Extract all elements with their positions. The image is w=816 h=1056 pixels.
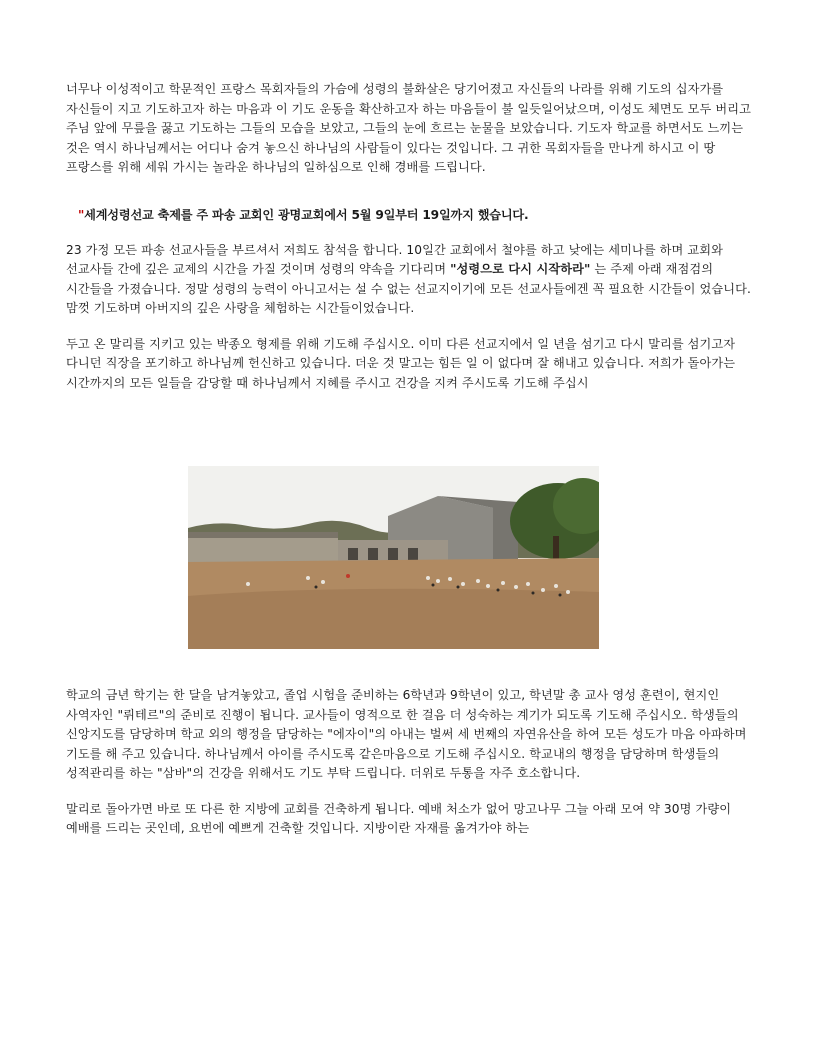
paragraph-church-building: 말리로 돌아가면 바로 또 다른 한 지방에 교회를 건축하게 됩니다. 예배 처소가 없어 망고나무 그늘 아래 모여 약 30명 가량이 예배를 드리는 곳인데, 요번에 예쁘게 건축할 것입니다. 지방이란 자재를 옮겨가야 하는 <box>66 801 732 835</box>
paragraph-missionaries <box>66 241 754 319</box>
paragraph-revival: 너무나 이성적이고 학문적인 프랑스 목회자들의 가슴에 성령의 불화살은 당기어졌고 자신들의 나라를 위해 기도의 십자가를 자신들이 지고 기도하고자 하는 마음과 이 기도 운동을 확산하고자 하는 마음들이 불 일듯일어났으며, 이성도 체면도 모두 버리고 주님 앞에 무릎을 꿇고 기도하는 그들의 모습을 보았고, 그들의 눈에 흐르는 눈물을 보았습니다. 기도자 학교를 하면서도 느끼는 것은 역시 하나님께서는 어디나 숨겨 놓으신 하나님의 사람들이 있다는 것입니다. 그 귀한 목회자들을 만나게 하시고 이 땅 프랑스를 위해 세워 가시는 놀라운 하나님의 일하심으로 인해 경배를 드립니다. <box>66 82 751 174</box>
paragraph-school: 학교의 금년 학기는 한 달을 남겨놓았고, 졸업 시험을 준비하는 6학년과 9학년이 있고, 학년말 총 교사 영성 훈련이, 현지인 사역자인 "뤼테르"의 준비로 진행이 됩니다. 교사들이 영적으로 한 걸음 더 성숙하는 계기가 되도록 기도해 주십시오. 학생들의 신앙지도를 담당하며 학교 외의 행정을 담당하는 "에자이"의 아내는 벌써 세 번째의 자연유산을 하여 모든 성도가 마음 아파하며 기도를 해 주고 있습니다. 하나님께서 아이를 주시도록 같은마음으로 기도해 주십시오. 학교내의 행정을 담당하며 학생들의 성적관리를 하는 "삼바"의 건강을 위해서도 기도 부탁 드립니다. 더위로 두통을 자주 호소합니다. <box>66 688 747 780</box>
school-yard-photo <box>188 466 599 649</box>
theme-emphasis: "성령으로 다시 시작하라" <box>450 262 591 276</box>
headline-text: 세계성령선교 축제를 주 파송 교회인 광명교회에서 5월 9일부터 19일까지 했습니다. <box>84 207 529 222</box>
headline-quote-mark: " <box>78 207 85 222</box>
paragraph-missionaries-a: 23 가정 모든 파송 선교사들을 부르셔서 저희도 참석을 합니다. 10일간 교회에서 철야를 하고 낮에는 세미나를 하며 교회와 선교사들 간에 깊은 교제의 시간을 가질 것이며 성령의 약속을 기다리며 <box>66 242 724 276</box>
paragraph-brother: 두고 온 말리를 지키고 있는 박종오 형제를 위해 기도해 주십시오. 이미 다른 선교지에서 일 년을 섬기고 다시 말리를 섬기고자 다니던 직장을 포기하고 하나님께 헌신하고 있습니다. 더운 것 말고는 힘든 일 이 없다며 잘 해내고 있습니다. 저희가 돌아가는 시간까지의 모든 일들을 감당할 때 하나님께서 지혜를 주시고 건강을 지켜 주시도록 기도해 주십시 <box>66 336 736 390</box>
letter-lower <box>66 686 754 855</box>
letter-upper <box>66 80 754 409</box>
headline-festival <box>66 206 754 223</box>
paragraph-missionaries-b: 는 주제 아래 재점검의 시간들을 가졌습니다. 정말 성령의 능력이 아니고서는 설 수 없는 선교지이기에 모든 선교사들에겐 꼭 필요한 시간들이 었습니다. 맘껏 기도하며 아버지의 깊은 사랑을 체험하는 시간들이었습니다. <box>66 262 751 315</box>
school-yard-image <box>188 466 599 649</box>
